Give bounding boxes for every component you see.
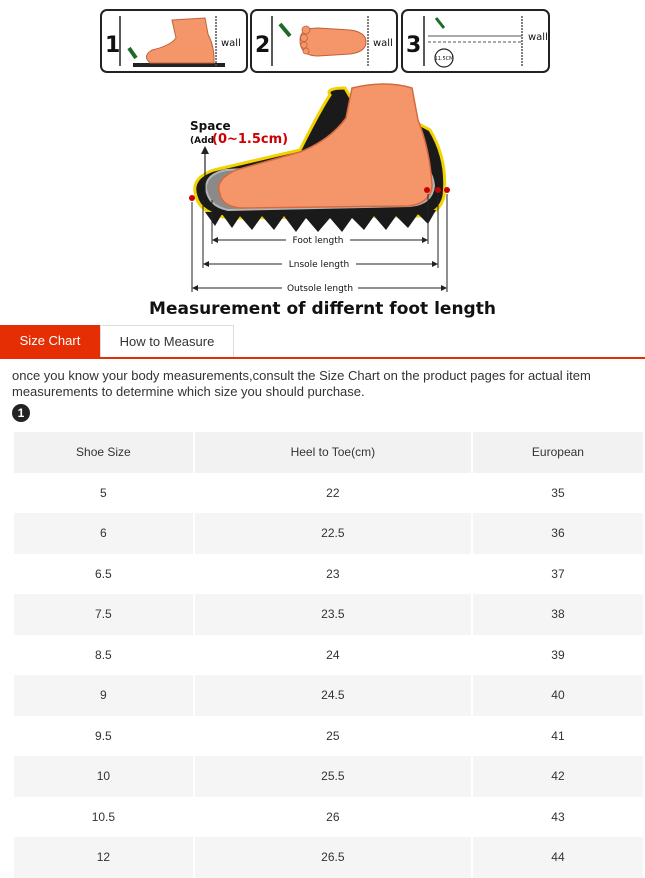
wall-label-2: wall (373, 38, 393, 49)
wall-label-3: wall (528, 32, 548, 43)
tread-pattern (205, 210, 436, 232)
step-number-1: 1 (105, 33, 121, 58)
table-row (14, 473, 643, 514)
cell-shoe-size: 6 (14, 513, 193, 554)
cell-heel-to-toe: 26.5 (195, 837, 471, 878)
cell-heel-to-toe: 25.5 (195, 756, 471, 797)
cell-european: 44 (473, 837, 643, 878)
ruler-label: 11.5CM (434, 56, 454, 62)
cell-heel-to-toe: 26 (195, 797, 471, 838)
cell-european: 37 (473, 554, 643, 595)
cell-european: 39 (473, 635, 643, 676)
step-number-2: 2 (255, 33, 271, 58)
table-row (14, 837, 643, 878)
table-row (14, 635, 643, 676)
cell-heel-to-toe: 24.5 (195, 675, 471, 716)
tab-bar (0, 325, 645, 359)
header-shoe-size: Shoe Size (14, 430, 193, 473)
header-heel-to-toe: Heel to Toe(cm) (195, 430, 471, 473)
diagram-title: Measurement of differnt foot length (149, 299, 496, 319)
cell-shoe-size: 5 (14, 473, 193, 514)
tab-underline (0, 357, 645, 359)
size-chart-table (12, 430, 645, 878)
cell-heel-to-toe: 25 (195, 716, 471, 757)
cell-shoe-size: 7.5 (14, 594, 193, 635)
outsole-length-label: Outsole length (286, 284, 354, 294)
cell-shoe-size: 12 (14, 837, 193, 878)
table-row (14, 756, 643, 797)
cell-heel-to-toe: 22 (195, 473, 471, 514)
table-row (14, 675, 643, 716)
space-range-label: (0~1.5cm) (212, 132, 289, 147)
tab-size-chart[interactable]: Size Chart (0, 325, 100, 357)
up-arrow-icon (201, 146, 209, 154)
table-row (14, 594, 643, 635)
step-number-3: 3 (406, 33, 422, 58)
cell-european: 40 (473, 675, 643, 716)
tab-how-to-measure[interactable]: How to Measure (100, 325, 234, 357)
cell-european: 43 (473, 797, 643, 838)
cell-shoe-size: 9 (14, 675, 193, 716)
table-row (14, 513, 643, 554)
cell-heel-to-toe: 22.5 (195, 513, 471, 554)
cell-heel-to-toe: 23.5 (195, 594, 471, 635)
intro-text: once you know your body measurements,consult the Size Chart on the product pages for actual item measurements to determine which size you should purchase. (12, 368, 591, 399)
shoe-diagram (0, 0, 645, 300)
cell-european: 38 (473, 594, 643, 635)
cell-european: 41 (473, 716, 643, 757)
cell-shoe-size: 9.5 (14, 716, 193, 757)
space-label: Space (190, 119, 231, 133)
cell-shoe-size: 8.5 (14, 635, 193, 676)
cell-european: 42 (473, 756, 643, 797)
wall-label-1: wall (221, 38, 241, 49)
table-row (14, 797, 643, 838)
table-header-row (14, 430, 643, 473)
size-table-body (14, 473, 643, 878)
cell-shoe-size: 6.5 (14, 554, 193, 595)
insole-length-label: Lnsole length (288, 260, 350, 270)
cell-shoe-size: 10.5 (14, 797, 193, 838)
foot-length-label: Foot length (292, 236, 344, 246)
space-add-label: (Add (190, 136, 214, 146)
step-badge: 1 (12, 404, 30, 422)
cell-european: 36 (473, 513, 643, 554)
table-row (14, 554, 643, 595)
cell-heel-to-toe: 23 (195, 554, 471, 595)
table-row (14, 716, 643, 757)
cell-european: 35 (473, 473, 643, 514)
shoe-illustration (189, 84, 450, 232)
cell-heel-to-toe: 24 (195, 635, 471, 676)
cell-shoe-size: 10 (14, 756, 193, 797)
header-european: European (473, 430, 643, 473)
